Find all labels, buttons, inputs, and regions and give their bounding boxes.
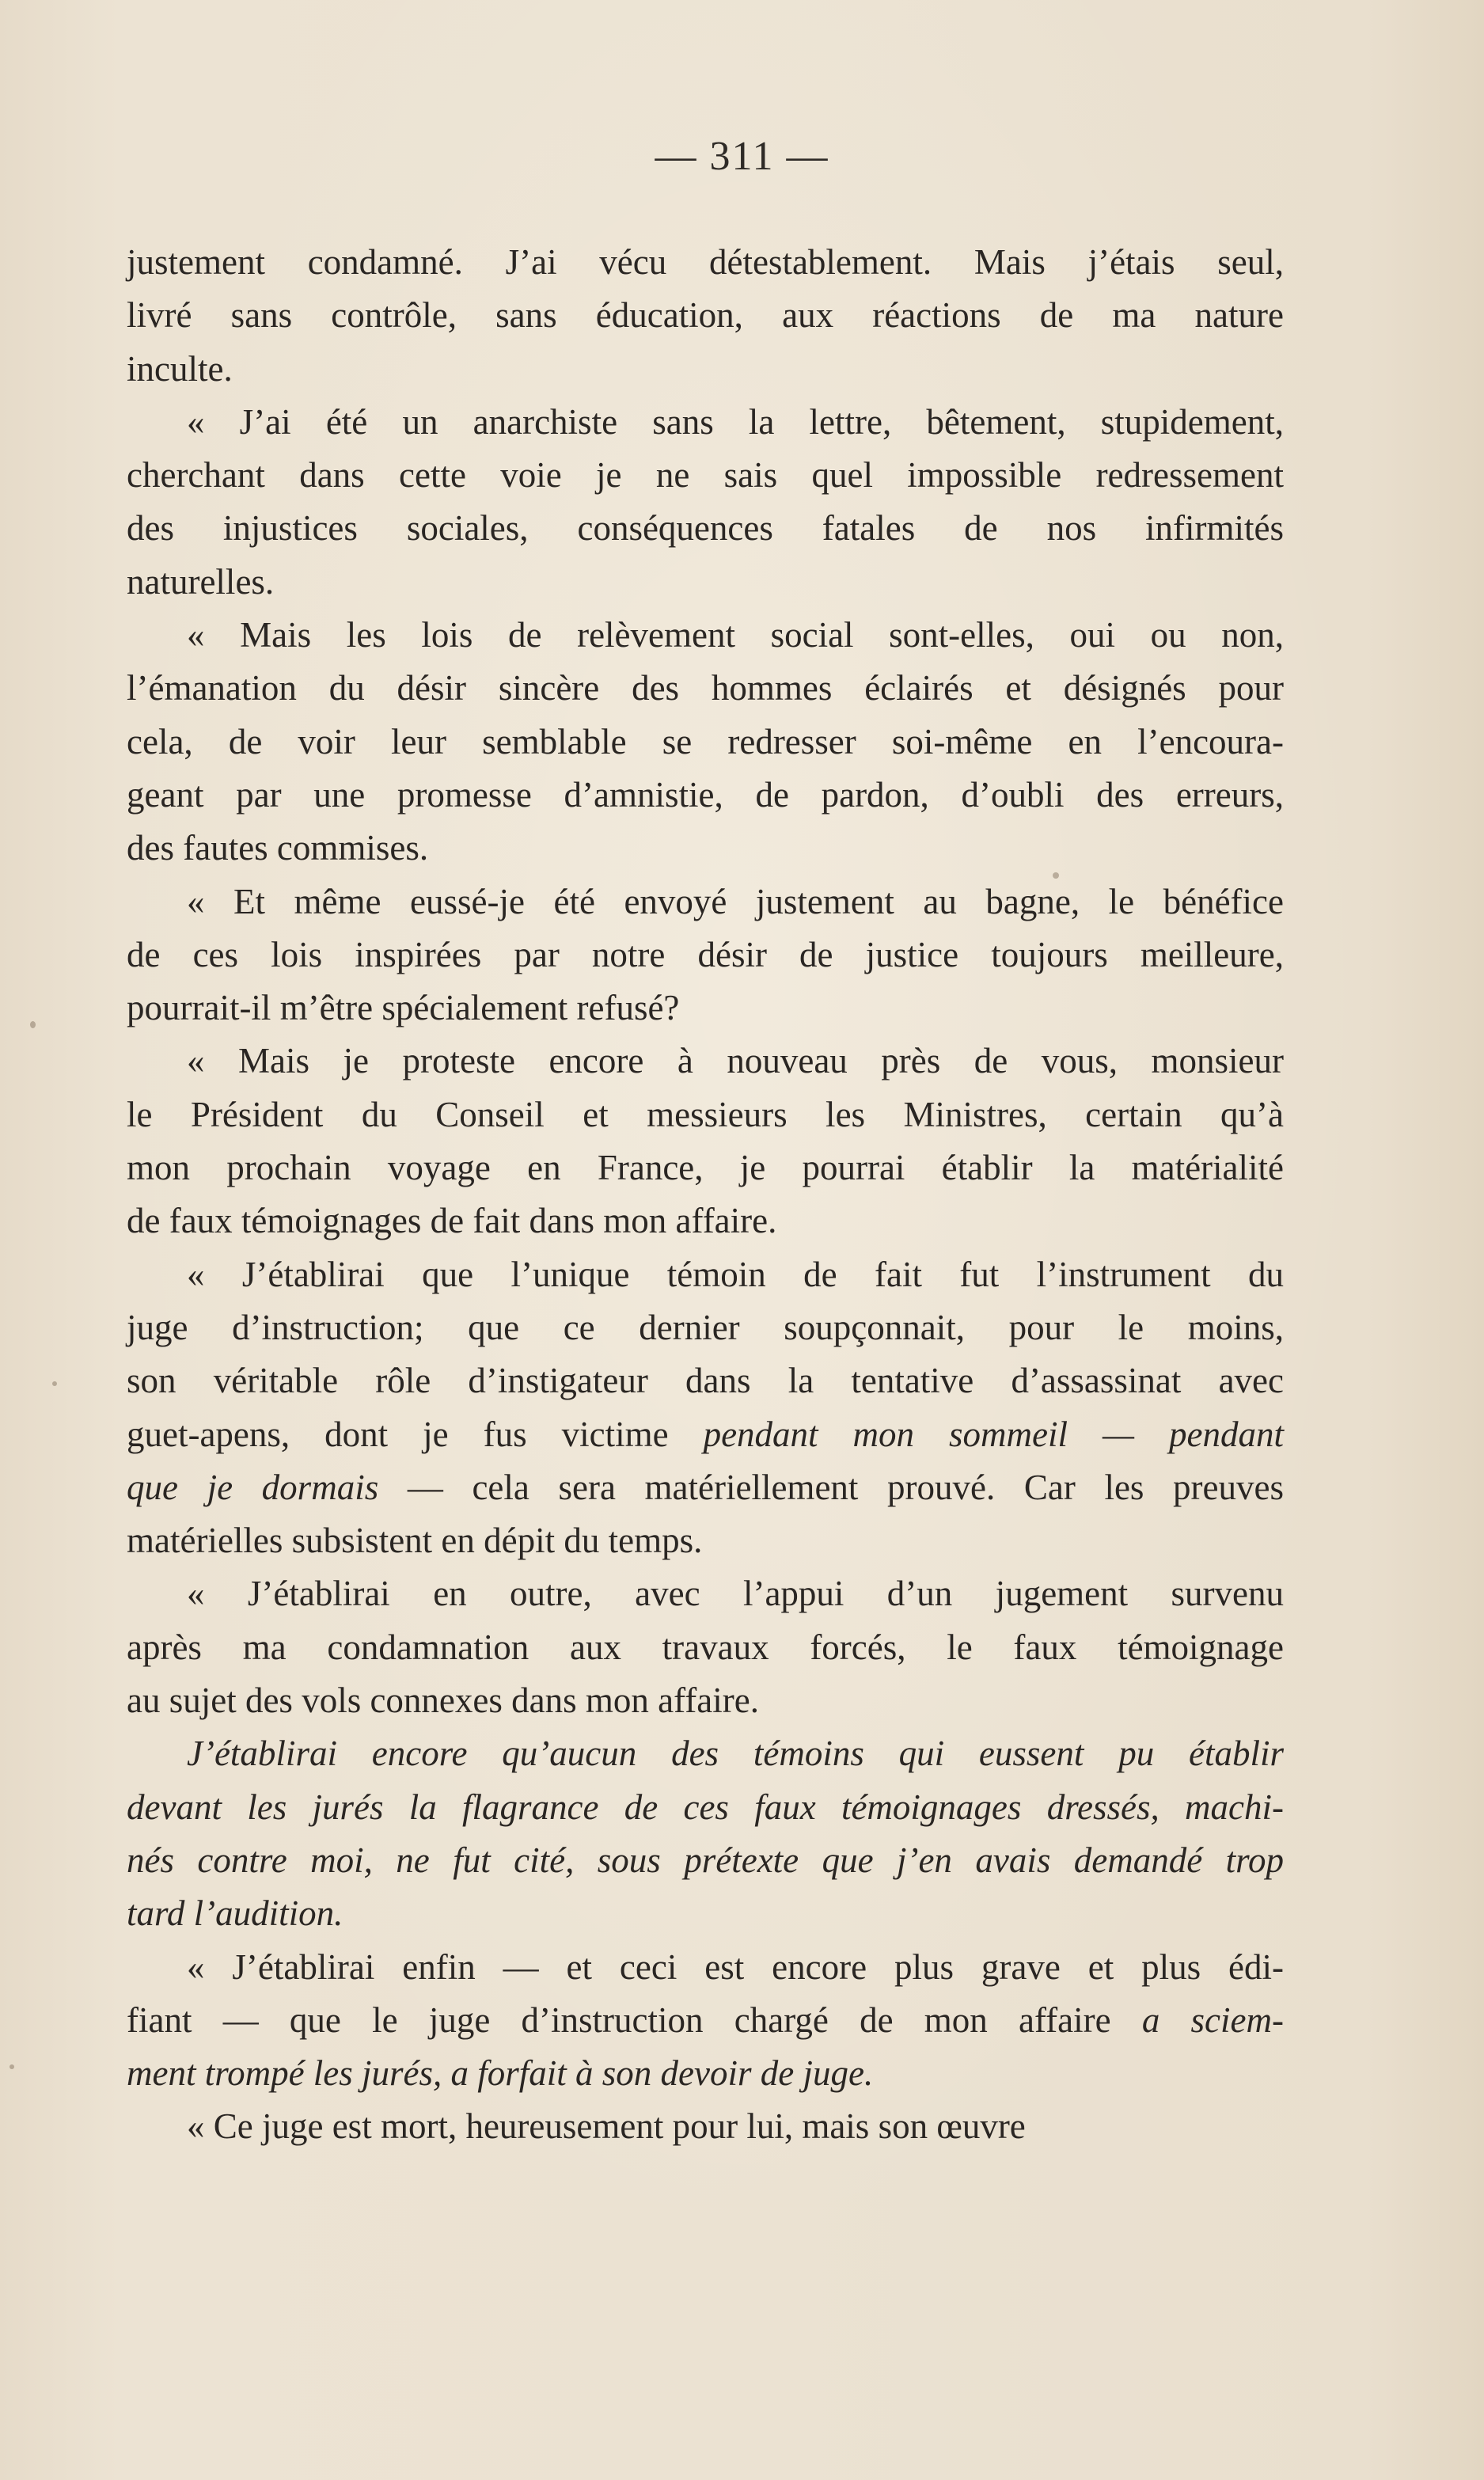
text-line: devant les jurés la flagrance de ces faux témoignages dressés, machi- (127, 1787, 1284, 1827)
text-line: tard l’audition. (127, 1893, 343, 1934)
paper-speck (30, 1021, 36, 1028)
text-line: au sujet des vols connexes dans mon affaire. (127, 1681, 759, 1721)
text-line: « J’ai été un anarchiste sans la lettre, bêtement, stupidement, (187, 401, 1284, 442)
text-line: juge d’instruction; que ce dernier soupçonnait, pour le moins, (127, 1307, 1284, 1347)
text-line: matérielles subsistent en dépit du temps. (127, 1521, 703, 1561)
body-text (127, 236, 1284, 2154)
text-line: pourrait-il m’être spécialement refusé? (127, 988, 680, 1028)
page-number: — 311 — (655, 134, 829, 179)
text-line: son véritable rôle d’instigateur dans la tentative d’assassinat avec (127, 1361, 1284, 1401)
text-line: après ma condamnation aux travaux forcés, le faux témoignage (127, 1627, 1284, 1667)
paper-speck (9, 2064, 14, 2069)
text-line: cela, de voir leur semblable se redresser soi-même en l’encoura- (127, 721, 1284, 761)
text-line: mon prochain voyage en France, je pourrai établir la matérialité (127, 1148, 1284, 1188)
text-line: geant par une promesse d’amnistie, de pardon, d’oubli des erreurs, (127, 774, 1284, 815)
paper-speck (1053, 872, 1059, 879)
text-line: des fautes commises. (127, 828, 429, 868)
text-line: l’émanation du désir sincère des hommes éclairés et désignés pour (127, 668, 1284, 708)
text-line: justement condamné. J’ai vécu détestablement. Mais j’étais seul, (127, 242, 1284, 282)
text-line: ment trompé les jurés, a forfait à son devoir de juge. (127, 2053, 874, 2094)
text-line: « J’établirai que l’unique témoin de fait fut l’instrument du (187, 1254, 1284, 1294)
text-line: de ces lois inspirées par notre désir de justice toujours meilleure, (127, 934, 1284, 974)
text-line: « Ce juge est mort, heureusement pour lui, mais son œuvre (187, 2106, 1026, 2147)
text-line: que je dormais — cela sera matériellement prouvé. Car les preuves (127, 1467, 1284, 1507)
text-line: inculte. (127, 348, 233, 389)
text-line: naturelles. (127, 561, 275, 602)
text-line: « Mais les lois de relèvement social sont-elles, oui ou non, (187, 615, 1284, 655)
text-line: le Président du Conseil et messieurs les Ministres, certain qu’à (127, 1094, 1284, 1134)
text-line: « Et même eussé-je été envoyé justement au bagne, le bénéfice (187, 881, 1284, 921)
text-line: des injustices sociales, conséquences fatales de nos infirmités (127, 508, 1284, 549)
text-line: « J’établirai en outre, avec l’appui d’un jugement survenu (187, 1574, 1284, 1614)
text-line: fiant — que le juge d’instruction chargé de mon affaire a sciem- (127, 2000, 1284, 2040)
text-line: « J’établirai enfin — et ceci est encore plus grave et plus édi- (187, 1946, 1284, 1987)
text-line: « Mais je proteste encore à nouveau près de vous, monsieur (187, 1041, 1284, 1081)
text-line: nés contre moi, ne fut cité, sous prétexte que j’en avais demandé trop (127, 1840, 1284, 1880)
text-line: de faux témoignages de fait dans mon affaire. (127, 1201, 777, 1241)
text-line: cherchant dans cette voie je ne sais quel impossible redressement (127, 455, 1284, 496)
text-line: guet-apens, dont je fus victime pendant mon sommeil — pendant (127, 1414, 1284, 1454)
text-line: livré sans contrôle, sans éducation, aux réactions de ma nature (127, 295, 1284, 336)
text-line: J’établirai encore qu’aucun des témoins qui eussent pu établir (187, 1734, 1284, 1774)
paper-speck (52, 1381, 57, 1386)
